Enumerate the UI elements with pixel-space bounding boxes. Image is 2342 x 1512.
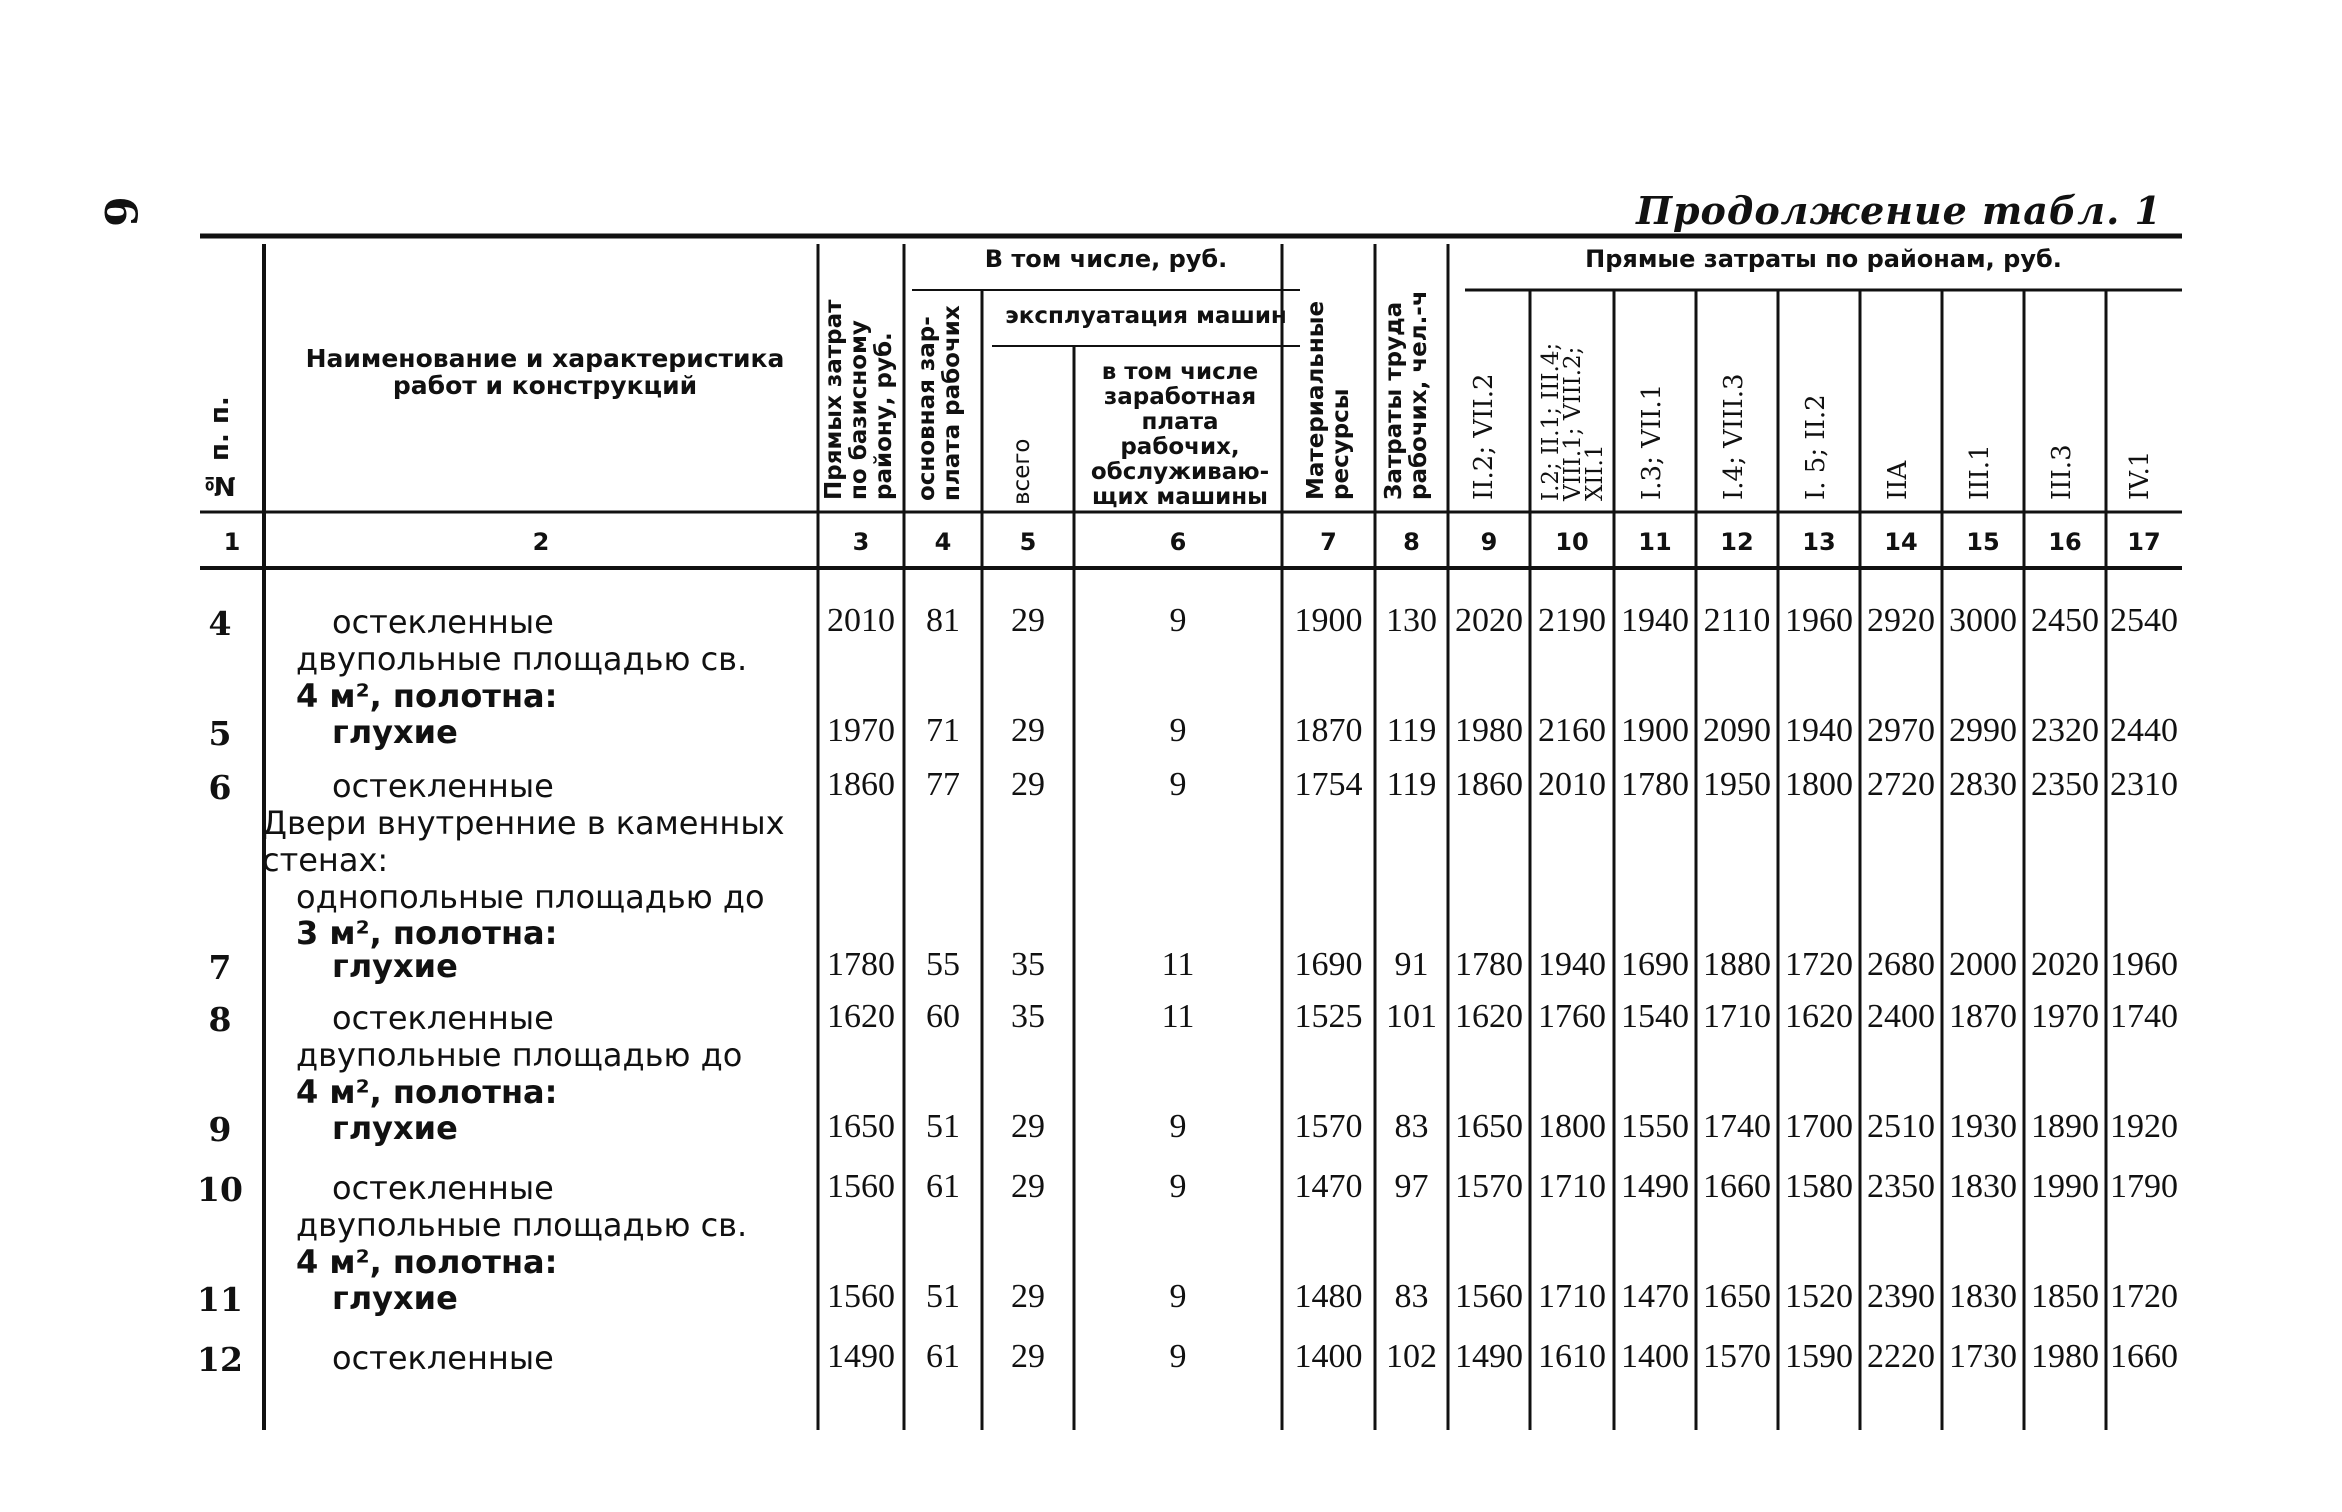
column-number-16: 16 bbox=[2048, 528, 2082, 556]
header-region-17: IV.1 bbox=[2125, 450, 2155, 500]
table-cell: 2010 bbox=[827, 602, 895, 639]
table-cell: 29 bbox=[1011, 1278, 1045, 1315]
row-number: 7 bbox=[208, 948, 232, 987]
desc-line: Двери внутренние в каменных bbox=[262, 804, 785, 842]
table-cell: 71 bbox=[926, 712, 960, 749]
table-cell: 29 bbox=[1011, 1168, 1045, 1205]
desc-line: остекленные bbox=[332, 603, 554, 641]
table-cell: 91 bbox=[1394, 946, 1429, 983]
row-number: 8 bbox=[208, 1000, 232, 1039]
table-cell: 1560 bbox=[1455, 1278, 1523, 1315]
column-number-3: 3 bbox=[852, 528, 870, 556]
table-caption: Продолжение табл. 1 bbox=[1636, 188, 2162, 233]
table-cell: 1760 bbox=[1538, 998, 1606, 1035]
table-cell: 1940 bbox=[1785, 712, 1853, 749]
table-cell: 1650 bbox=[1455, 1108, 1523, 1145]
table-cell: 1960 bbox=[2110, 946, 2178, 983]
table-cell: 1740 bbox=[1703, 1108, 1771, 1145]
table-cell: 1780 bbox=[1621, 766, 1689, 803]
table-cell: 1610 bbox=[1538, 1338, 1606, 1375]
table-cell: 1990 bbox=[2031, 1168, 2099, 1205]
desc-line: двупольные площадью до bbox=[296, 1036, 743, 1074]
desc-line: однопольные площадью до bbox=[296, 878, 765, 916]
header-labor-costs: Затраты труда рабочих, чел.-ч bbox=[1381, 290, 1432, 500]
table-cell: 1580 bbox=[1785, 1168, 1853, 1205]
table-cell: 2440 bbox=[2110, 712, 2178, 749]
table-cell: 1710 bbox=[1538, 1278, 1606, 1315]
table-cell: 1780 bbox=[827, 946, 895, 983]
table-cell: 1730 bbox=[1949, 1338, 2017, 1375]
desc-line: 4 м², полотна: bbox=[296, 1073, 558, 1111]
desc-line: остекленные bbox=[332, 999, 554, 1037]
table-cell: 1620 bbox=[1785, 998, 1853, 1035]
table-cell: 1490 bbox=[827, 1338, 895, 1375]
table-cell: 9 bbox=[1169, 1278, 1187, 1315]
table-cell: 1940 bbox=[1621, 602, 1689, 639]
column-number-9: 9 bbox=[1480, 528, 1498, 556]
table-cell: 1740 bbox=[2110, 998, 2178, 1035]
row-number: 5 bbox=[208, 714, 232, 753]
table-cell: 130 bbox=[1386, 602, 1437, 639]
table-cell: 29 bbox=[1011, 712, 1045, 749]
table-cell: 1870 bbox=[1949, 998, 2017, 1035]
column-number-13: 13 bbox=[1802, 528, 1836, 556]
table-cell: 1710 bbox=[1538, 1168, 1606, 1205]
header-base-wages: основная зар- плата рабочих bbox=[914, 305, 965, 501]
desc-line: остекленные bbox=[332, 1339, 554, 1377]
desc-line: 4 м², полотна: bbox=[296, 1243, 558, 1281]
table-cell: 1830 bbox=[1949, 1168, 2017, 1205]
table-cell: 1490 bbox=[1455, 1338, 1523, 1375]
table-cell: 1650 bbox=[827, 1108, 895, 1145]
table-cell: 2310 bbox=[2110, 766, 2178, 803]
desc-line: глухие bbox=[332, 947, 458, 985]
header-group-regions: Прямые затраты по районам, руб. bbox=[1585, 245, 2062, 273]
table-cell: 1870 bbox=[1294, 712, 1363, 749]
column-number-1: 1 bbox=[223, 528, 241, 556]
table-cell: 2160 bbox=[1538, 712, 1606, 749]
table-cell: 2390 bbox=[1867, 1278, 1935, 1315]
header-group-machine-operation: эксплуатация машин bbox=[1005, 303, 1287, 329]
table-cell: 1860 bbox=[1455, 766, 1523, 803]
table-cell: 2090 bbox=[1703, 712, 1771, 749]
row-number: 11 bbox=[197, 1280, 243, 1319]
table-cell: 1620 bbox=[827, 998, 895, 1035]
table-cell: 81 bbox=[926, 602, 960, 639]
table-cell: 51 bbox=[926, 1108, 960, 1145]
table-cell: 1800 bbox=[1785, 766, 1853, 803]
column-number-12: 12 bbox=[1720, 528, 1754, 556]
table-cell: 1560 bbox=[827, 1278, 895, 1315]
table-cell: 2400 bbox=[1867, 998, 1935, 1035]
column-number-17: 17 bbox=[2127, 528, 2161, 556]
table-cell: 2680 bbox=[1867, 946, 1935, 983]
table-cell: 1754 bbox=[1294, 766, 1363, 803]
column-number-7: 7 bbox=[1320, 528, 1337, 556]
table-cell: 2970 bbox=[1867, 712, 1935, 749]
table-cell: 11 bbox=[1161, 946, 1195, 983]
table-cell: 1980 bbox=[2031, 1338, 2099, 1375]
table-cell: 101 bbox=[1386, 998, 1437, 1035]
table-cell: 1520 bbox=[1785, 1278, 1853, 1315]
page-number: 6 bbox=[93, 196, 145, 227]
table-cell: 1720 bbox=[2110, 1278, 2178, 1315]
table-cell: 2010 bbox=[1538, 766, 1606, 803]
table-cell: 97 bbox=[1394, 1168, 1429, 1205]
column-number-11: 11 bbox=[1638, 528, 1672, 556]
desc-line: глухие bbox=[332, 1279, 458, 1317]
table-cell: 83 bbox=[1394, 1108, 1429, 1145]
table-cell: 2190 bbox=[1538, 602, 1606, 639]
column-number-15: 15 bbox=[1966, 528, 2000, 556]
table-cell: 1980 bbox=[1455, 712, 1523, 749]
table-cell: 1590 bbox=[1785, 1338, 1853, 1375]
table-cell: 2510 bbox=[1867, 1108, 1935, 1145]
table-cell: 1400 bbox=[1621, 1338, 1689, 1375]
header-row-number: № п. п. bbox=[205, 396, 235, 500]
table-cell: 83 bbox=[1394, 1278, 1429, 1315]
header-region-9: II.2; VII.2 bbox=[1469, 373, 1499, 500]
table-cell: 1470 bbox=[1621, 1278, 1689, 1315]
header-direct-costs-base: Прямых затрат по базисному району, руб. bbox=[821, 299, 897, 500]
table-cell: 55 bbox=[926, 946, 960, 983]
table-cell: 2830 bbox=[1949, 766, 2017, 803]
header-region-12: I.4; VIII.3 bbox=[1719, 373, 1749, 500]
table-cell: 1830 bbox=[1949, 1278, 2017, 1315]
table-cell: 2990 bbox=[1949, 712, 2017, 749]
table-cell: 2350 bbox=[2031, 766, 2099, 803]
table-cell: 77 bbox=[926, 766, 960, 803]
header-region-10: I.2; II.1; III.4; VIII.1; VIII.2; XII.1 bbox=[1538, 342, 1608, 501]
header-machine-wages: в том числе заработная плата рабочих, обслуживаю- щих машины bbox=[1090, 359, 1270, 510]
table-cell: 1570 bbox=[1703, 1338, 1771, 1375]
table-cell: 1480 bbox=[1294, 1278, 1363, 1315]
table-cell: 1650 bbox=[1703, 1278, 1771, 1315]
table-cell: 1620 bbox=[1455, 998, 1523, 1035]
table-cell: 1970 bbox=[2031, 998, 2099, 1035]
table-cell: 1700 bbox=[1785, 1108, 1853, 1145]
table-cell: 1490 bbox=[1621, 1168, 1689, 1205]
table-cell: 1780 bbox=[1455, 946, 1523, 983]
table-cell: 1950 bbox=[1703, 766, 1771, 803]
table-cell: 9 bbox=[1169, 766, 1187, 803]
table-cell: 29 bbox=[1011, 1108, 1045, 1145]
table-cell: 1560 bbox=[827, 1168, 895, 1205]
table-cell: 35 bbox=[1011, 946, 1045, 983]
header-region-15: III.1 bbox=[1965, 444, 1995, 500]
table-cell: 29 bbox=[1011, 1338, 1045, 1375]
row-number: 10 bbox=[197, 1170, 243, 1209]
table-cell: 2920 bbox=[1867, 602, 1935, 639]
desc-line: глухие bbox=[332, 713, 458, 751]
table-cell: 1970 bbox=[827, 712, 895, 749]
table-cell: 2000 bbox=[1949, 946, 2017, 983]
column-number-10: 10 bbox=[1555, 528, 1589, 556]
table-cell: 1850 bbox=[2031, 1278, 2099, 1315]
table-cell: 2220 bbox=[1867, 1338, 1935, 1375]
table-cell: 1890 bbox=[2031, 1108, 2099, 1145]
row-number: 12 bbox=[197, 1340, 243, 1379]
table-cell: 119 bbox=[1386, 766, 1437, 803]
table-cell: 1940 bbox=[1538, 946, 1606, 983]
table-cell: 1660 bbox=[1703, 1168, 1771, 1205]
table-cell: 1470 bbox=[1294, 1168, 1363, 1205]
table-cell: 2020 bbox=[2031, 946, 2099, 983]
header-region-16: III.3 bbox=[2047, 444, 2077, 500]
header-region-14: IIA bbox=[1883, 460, 1913, 500]
table-cell: 1710 bbox=[1703, 998, 1771, 1035]
table-cell: 1920 bbox=[2110, 1108, 2178, 1145]
row-number: 9 bbox=[208, 1110, 232, 1149]
table-cell: 1720 bbox=[1785, 946, 1853, 983]
header-material-resources: Материальные ресурсы bbox=[1303, 300, 1354, 500]
table-cell: 1690 bbox=[1621, 946, 1689, 983]
header-region-13: I. 5; II.2 bbox=[1801, 394, 1831, 500]
table-cell: 1660 bbox=[2110, 1338, 2178, 1375]
table-cell: 1570 bbox=[1455, 1168, 1523, 1205]
row-number: 4 bbox=[208, 604, 232, 643]
table-cell: 2350 bbox=[1867, 1168, 1935, 1205]
header-group-including: В том числе, руб. bbox=[984, 245, 1228, 273]
table-cell: 1550 bbox=[1621, 1108, 1689, 1145]
table-cell: 2110 bbox=[1703, 602, 1771, 639]
table-cell: 2540 bbox=[2110, 602, 2178, 639]
table-cell: 29 bbox=[1011, 766, 1045, 803]
desc-line: двупольные площадью св. bbox=[296, 1206, 748, 1244]
table-cell: 9 bbox=[1169, 1168, 1187, 1205]
table-cell: 9 bbox=[1169, 1108, 1187, 1145]
table-cell: 1570 bbox=[1294, 1108, 1363, 1145]
table-cell: 35 bbox=[1011, 998, 1045, 1035]
table-cell: 1400 bbox=[1294, 1338, 1363, 1375]
table-cell: 1880 bbox=[1703, 946, 1771, 983]
table-cell: 1960 bbox=[1785, 602, 1853, 639]
column-number-2: 2 bbox=[532, 528, 550, 556]
header-description: Наименование и характеристика работ и конструкций bbox=[305, 344, 785, 400]
table-cell: 9 bbox=[1169, 602, 1187, 639]
table-cell: 1790 bbox=[2110, 1168, 2178, 1205]
table-cell: 11 bbox=[1161, 998, 1195, 1035]
desc-line: глухие bbox=[332, 1109, 458, 1147]
table-cell: 1540 bbox=[1621, 998, 1689, 1035]
header-total: всего bbox=[1009, 438, 1035, 505]
row-number: 6 bbox=[208, 768, 232, 807]
table-cell: 119 bbox=[1386, 712, 1437, 749]
table-cell: 1930 bbox=[1949, 1108, 2017, 1145]
table-cell: 2720 bbox=[1867, 766, 1935, 803]
table-cell: 29 bbox=[1011, 602, 1045, 639]
desc-line: двупольные площадью св. bbox=[296, 640, 748, 678]
table-cell: 1690 bbox=[1294, 946, 1363, 983]
desc-line: 4 м², полотна: bbox=[296, 677, 558, 715]
table-cell: 1900 bbox=[1621, 712, 1689, 749]
table-cell: 61 bbox=[926, 1168, 960, 1205]
table-cell: 1900 bbox=[1294, 602, 1363, 639]
desc-line: остекленные bbox=[332, 767, 554, 805]
column-number-4: 4 bbox=[934, 528, 952, 556]
column-number-8: 8 bbox=[1403, 528, 1420, 556]
table-cell: 1800 bbox=[1538, 1108, 1606, 1145]
table-cell: 1525 bbox=[1294, 998, 1363, 1035]
table-cell: 1860 bbox=[827, 766, 895, 803]
desc-line: остекленные bbox=[332, 1169, 554, 1207]
table-cell: 102 bbox=[1386, 1338, 1437, 1375]
column-number-5: 5 bbox=[1019, 528, 1037, 556]
table-cell: 60 bbox=[926, 998, 960, 1035]
table-cell: 2020 bbox=[1455, 602, 1523, 639]
table-cell: 2320 bbox=[2031, 712, 2099, 749]
table-cell: 2450 bbox=[2031, 602, 2099, 639]
table-cell: 51 bbox=[926, 1278, 960, 1315]
table-cell: 9 bbox=[1169, 712, 1187, 749]
table-cell: 61 bbox=[926, 1338, 960, 1375]
desc-line: стенах: bbox=[262, 841, 389, 879]
header-region-11: I.3; VII.1 bbox=[1637, 383, 1667, 500]
desc-line: 3 м², полотна: bbox=[296, 914, 558, 952]
column-number-6: 6 bbox=[1169, 528, 1187, 556]
table-cell: 3000 bbox=[1949, 602, 2017, 639]
column-number-14: 14 bbox=[1884, 528, 1918, 556]
table-cell: 9 bbox=[1169, 1338, 1187, 1375]
